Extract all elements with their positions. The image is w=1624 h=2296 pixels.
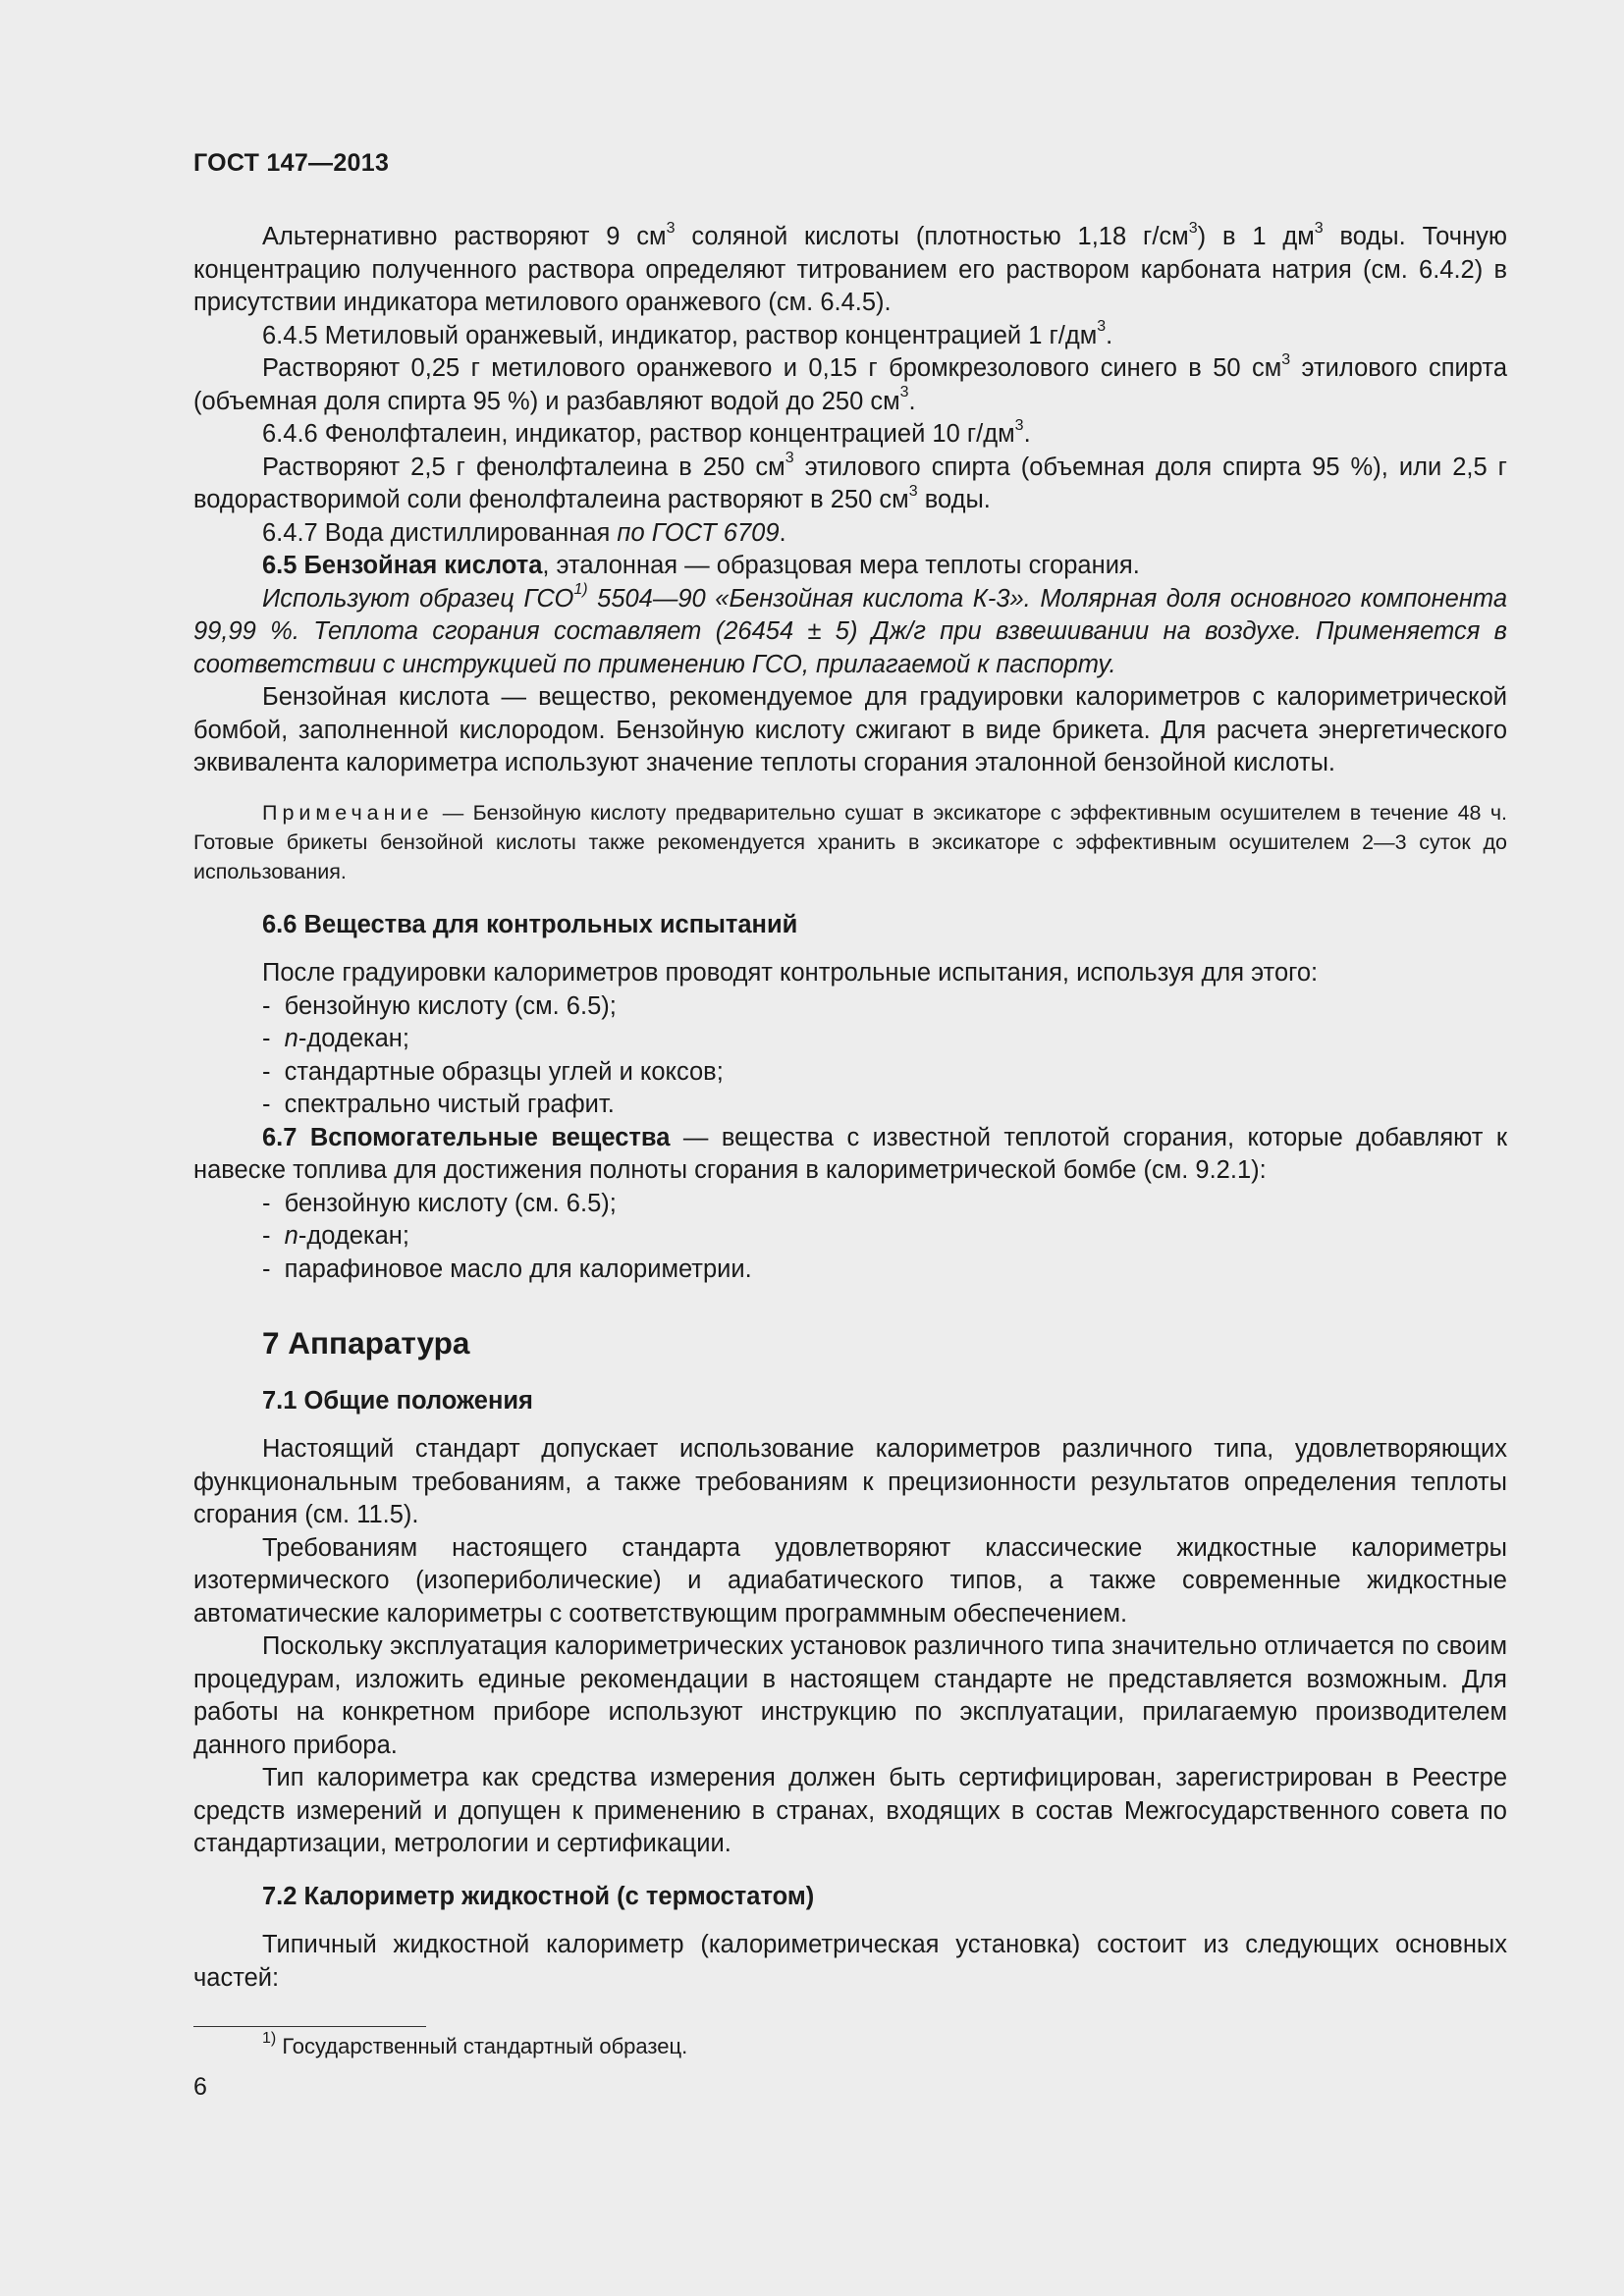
paragraph: Настоящий стандарт допускает использование калориметров различного типа, удовлетворяющих функциональным требованиям, а также требованиям к прецизионности результатов определения теплоты сгорания (см. 11.5). bbox=[193, 1435, 1507, 1528]
page-number: 6 bbox=[193, 2073, 207, 2101]
note-block bbox=[193, 798, 1507, 886]
section-heading: 6.6 Вещества для контрольных испытаний bbox=[262, 911, 798, 938]
list-item: - парафиновое масло для калориметрии. bbox=[262, 1254, 1507, 1287]
clause-6-4-5: 6.4.5 Метиловый оранжевый, индикатор, раствор концентрацией 1 $г/дм^3$. bbox=[262, 318, 1113, 349]
chapter-heading: 7 Аппаратура bbox=[262, 1325, 470, 1361]
paragraph: Требованиям настоящего стандарта удовлетворяют классические жидкостные калориметры изотермического (изопериболические) и адиабатического типов, а также современные жидкостные автоматические калориметры с соответствующим программным обеспечением. bbox=[193, 1533, 1507, 1628]
paragraph: После градуировки калориметров проводят контрольные испытания, используя для этого: bbox=[262, 959, 1319, 987]
list-item: - n-додекан; bbox=[262, 1023, 1507, 1056]
section-7-1 bbox=[193, 1385, 1507, 1417]
paragraph: Типичный жидкостной калориметр (калориметрическая установка) состоит из следующих основных частей: bbox=[193, 1931, 1507, 1992]
section-7 bbox=[193, 1323, 1507, 1362]
clause-6-7: 6.7 Вспомогательные вещества — вещества с известной теплотой сгорания, которые добавляют к навеске топлива для достижения полноты сгорания в калориметрической бомбе (см. 9.2.1): bbox=[193, 1123, 1508, 1184]
section-7-2 bbox=[193, 1881, 1507, 1913]
section-7-1-body bbox=[193, 1433, 1507, 1861]
list-item: - бензойную кислоту (см. 6.5); bbox=[262, 990, 1507, 1024]
section-6-6 bbox=[193, 909, 1507, 941]
section-7-2-body bbox=[193, 1929, 1507, 1995]
paragraph: Поскольку эксплуатация калориметрических установок различного типа значительно отличается по своим процедурам, изложить единые рекомендации в настоящем стандарте не представляется возможным. Для работы на конкретном приборе используют инструкцию по эксплуатации, прилагаемую производителем данного прибора. bbox=[193, 1632, 1507, 1759]
paragraph: Растворяют 2,5 г фенолфталеина в 250 $см^3$ этилового спирта (объемная доля спирта 95 %), или 2,5 г водорастворимой соли фенолфталеина растворяют в 250 $см^3$ воды. bbox=[193, 450, 1507, 513]
list-item: - n-додекан; bbox=[262, 1220, 1507, 1254]
document-header: ГОСТ 147—2013 bbox=[193, 149, 390, 177]
footnote: $^{1)}$ Государственный стандартный образец. bbox=[262, 2029, 688, 2058]
paragraph: Тип калориметра как средства измерения должен быть сертифицирован, зарегистрирован в Реестре средств измерений и допущен к применению в странах, входящих в состав Межгосударственного совета по стандартизации, метрологии и сертификации. bbox=[193, 1764, 1507, 1857]
clause-6-4-7: 6.4.7 Вода дистиллированная по ГОСТ 6709. bbox=[262, 518, 786, 547]
clause-6-4-6: 6.4.6 Фенолфталеин, индикатор, раствор концентрацией 10 $г/дм^3$. bbox=[262, 416, 1031, 448]
paragraph: Растворяют 0,25 г метилового оранжевого и 0,15 г бромкрезолового синего в 50 $см^3$ этилового спирта (объемная доля спирта 95 %) и разбавляют водой до 250 $см^3$. bbox=[193, 350, 1508, 415]
section-heading: 7.2 Калориметр жидкостной (с термостатом) bbox=[262, 1883, 815, 1910]
section-heading: 7.1 Общие положения bbox=[262, 1387, 533, 1415]
paragraph: Альтернативно растворяют 9 $см^3$ соляной кислоты (плотностью 1,18 $г/см^3$) в 1 $дм^3$ воды. Точную концентрацию полученного раствора определяют титрованием его раствором карбоната натрия (см. 6.4.2) в присутствии индикатора метилового оранжевого (см. 6.4.5). bbox=[193, 219, 1508, 316]
section-6-6-body bbox=[193, 957, 1507, 1286]
note: Примечание — Бензойную кислоту предварительно сушат в эксикаторе с эффективным осушителем в течение 48 ч. Готовые брикеты бензойной кислоты также рекомендуется хранить в эксикаторе с эффективным осушителем 2—3 суток до использования. bbox=[193, 801, 1507, 883]
document-page bbox=[193, 0, 1507, 2296]
list-item: - стандартные образцы углей и коксов; bbox=[262, 1056, 1507, 1090]
section-6-4-block bbox=[193, 221, 1507, 780]
list-item: - спектрально чистый графит. bbox=[262, 1089, 1507, 1122]
list-item: - бензойную кислоту (см. 6.5); bbox=[262, 1188, 1507, 1221]
clause-6-5: 6.5 Бензойная кислота, эталонная — образцовая мера теплоты сгорания. bbox=[262, 552, 1140, 579]
paragraph-italic: Используют образец ГСО$^{1)}$ 5504—90 «Бензойная кислота К-3». Молярная доля основного компонента 99,99 %. Теплота сгорания составляет (26454 ± 5) Дж/г при взвешивании на воздухе. Применяется в соответствии с инструкцией по применению ГСО, прилагаемой к паспорту. bbox=[193, 581, 1507, 678]
dash-list bbox=[193, 990, 1507, 1122]
dash-list bbox=[193, 1188, 1507, 1287]
paragraph: Бензойная кислота — вещество, рекомендуемое для градуировки калориметров с калориметрической бомбой, заполненной кислородом. Бензойную кислоту сжигают в виде брикета. Для расчета энергетического эквивалента калориметра используют значение теплоты сгорания эталонной бензойной кислоты. bbox=[193, 683, 1507, 776]
footnote-separator bbox=[193, 2026, 426, 2027]
